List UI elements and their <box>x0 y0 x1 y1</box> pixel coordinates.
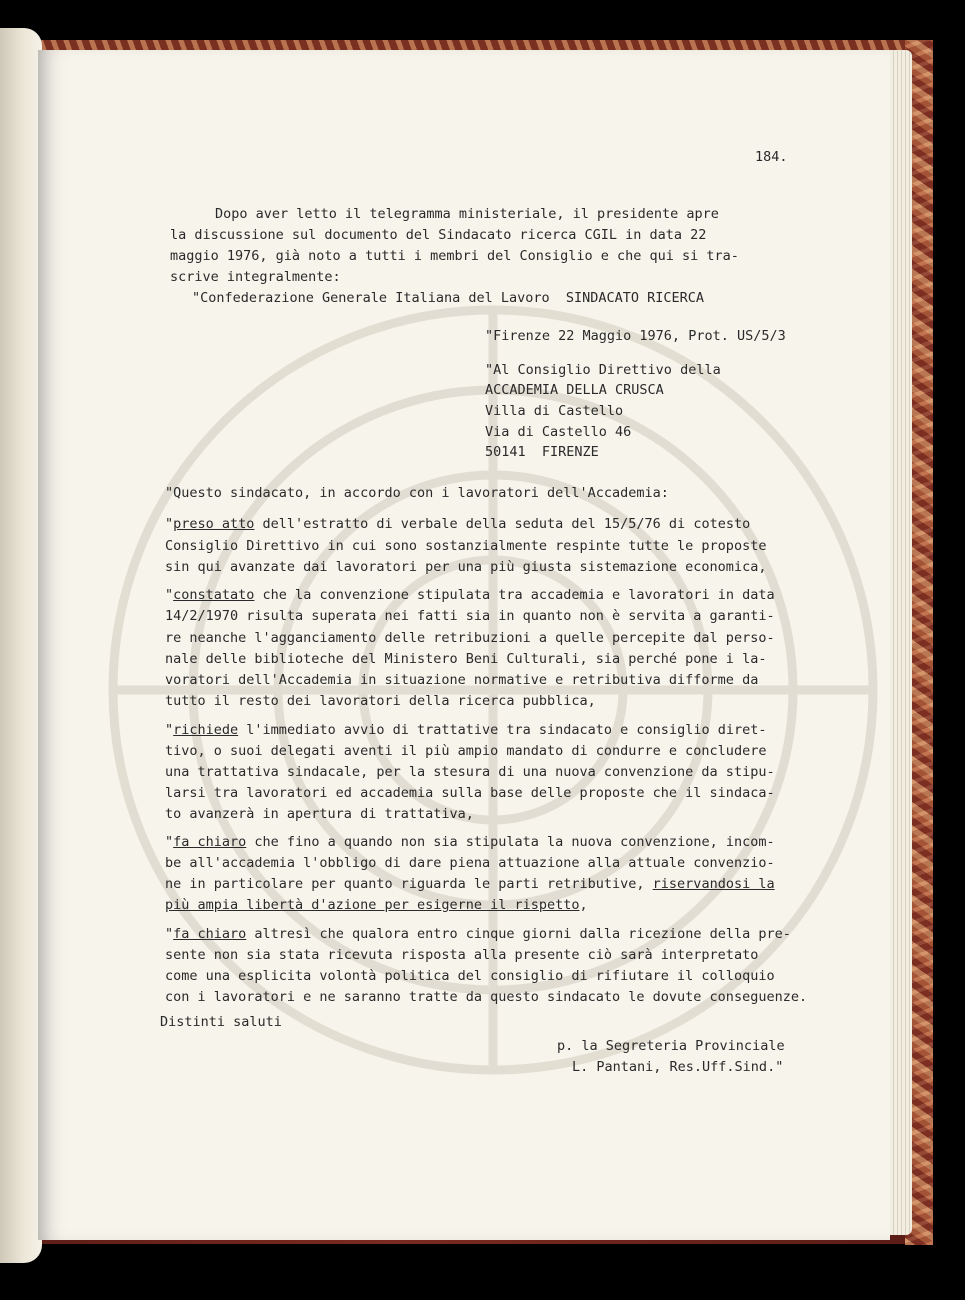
intro-line-1: Dopo aver letto il telegramma ministeriale, il presidente apre <box>215 206 719 222</box>
paragraph-fa-chiaro-1-line-3: ne in particolare per quanto riguarda le parti retributive, riservandosi la <box>165 876 775 892</box>
paragraph-constatato-line-5: voratori dell'Accademia in situazione normative e retributiva difforme da <box>165 672 759 688</box>
letterhead: "Confederazione Generale Italiana del Lavoro SINDACATO RICERCA <box>192 290 705 306</box>
paragraph-fa-chiaro-2-line-1: "fa chiaro altresì che qualora entro cinque giorni dalla ricezione della pre- <box>165 926 791 942</box>
paragraph-constatato-line-1: "constatato che la convenzione stipulata tra accademia e lavoratori in data <box>165 587 775 603</box>
keyword-constatato: constatato <box>173 587 255 603</box>
paragraph-preso-atto-line-3: sin qui avanzate dai lavoratori per una più giusta sistemazione economica, <box>165 559 767 575</box>
signature-line-2: L. Pantani, Res.Uff.Sind." <box>572 1059 784 1075</box>
keyword-preso-atto: preso atto <box>173 516 255 532</box>
paragraph-richiede-line-4: larsi tra lavoratori ed accademia sulla base delle proposte che il sindaca- <box>165 785 775 801</box>
paragraph-constatato-line-2: 14/2/1970 risulta superata nei fatti sia in quanto non è servita a garanti- <box>165 608 775 624</box>
address-line-1: "Al Consiglio Direttivo della <box>485 362 721 378</box>
keyword-fa-chiaro-2: fa chiaro <box>173 926 247 942</box>
underlined-phrase-end: più ampia libertà d'azione per esigerne il rispetto <box>165 897 580 913</box>
paragraph-fa-chiaro-2-line-2: sente non sia stata ricevuta risposta alla presente ciò sarà interpretato <box>165 947 759 963</box>
underlined-phrase-start: riservandosi la <box>652 876 775 892</box>
left-page-curl <box>0 28 42 1263</box>
date-line: "Firenze 22 Maggio 1976, Prot. US/5/3 <box>485 328 786 344</box>
page-number: 184. <box>755 149 788 165</box>
paragraph-fa-chiaro-1-line-1: "fa chiaro che fino a quando non sia stipulata la nuova convenzione, incom- <box>165 834 775 850</box>
paragraph-preso-atto-line-2: Consiglio Direttivo in cui sono sostanzialmente respinte tutte le proposte <box>165 538 767 554</box>
address-line-4: Via di Castello 46 <box>485 424 632 440</box>
address-line-5: 50141 FIRENZE <box>485 444 599 460</box>
paragraph-preso-atto-line-1: "preso atto dell'estratto di verbale della seduta del 15/5/76 di cotesto <box>165 516 751 532</box>
signature-line-1: p. la Segreteria Provinciale <box>557 1038 785 1054</box>
closing-salutation: Distinti saluti <box>160 1014 282 1030</box>
paragraph-richiede-line-1: "richiede l'immediato avvio di trattative tra sindacato e consiglio diret- <box>165 722 767 738</box>
paragraph-richiede-line-5: to avanzerà in apertura di trattativa, <box>165 806 474 822</box>
opening-line: "Questo sindacato, in accordo con i lavoratori dell'Accademia: <box>165 485 669 501</box>
keyword-richiede: richiede <box>173 722 239 738</box>
paragraph-constatato-line-4: nale delle biblioteche del Ministero Beni Culturali, sia perché pone i la- <box>165 651 767 667</box>
intro-line-3: maggio 1976, già noto a tutti i membri del Consiglio e che qui si tra- <box>170 248 739 264</box>
intro-line-4: scrive integralmente: <box>170 269 341 285</box>
keyword-fa-chiaro-1: fa chiaro <box>173 834 247 850</box>
paragraph-richiede-line-2: tivo, o suoi delegati aventi il più ampio mandato di condurre e concludere <box>165 743 767 759</box>
paragraph-fa-chiaro-2-line-4: con i lavoratori e ne saranno tratte da questo sindacato le dovute conseguenze. <box>165 989 808 1005</box>
paragraph-fa-chiaro-1-line-2: be all'accademia l'obbligo di dare piena attuazione alla attuale convenzio- <box>165 855 775 871</box>
paragraph-constatato-line-6: tutto il resto dei lavoratori della ricerca pubblica, <box>165 693 596 709</box>
paragraph-constatato-line-3: re neanche l'agganciamento delle retribuzioni a quelle percepite dal perso- <box>165 630 775 646</box>
paragraph-fa-chiaro-1-line-4: più ampia libertà d'azione per esigerne il rispetto, <box>165 897 588 913</box>
address-line-2: ACCADEMIA DELLA CRUSCA <box>485 382 664 398</box>
address-line-3: Villa di Castello <box>485 403 624 419</box>
paragraph-richiede-line-3: una trattativa sindacale, per la stesura di una nuova convenzione da stipu- <box>165 764 775 780</box>
intro-line-2: la discussione sul documento del Sindacato ricerca CGIL in data 22 <box>170 227 707 243</box>
paragraph-fa-chiaro-2-line-3: come una esplicita volontà politica del consiglio di rifiutare il colloquio <box>165 968 775 984</box>
